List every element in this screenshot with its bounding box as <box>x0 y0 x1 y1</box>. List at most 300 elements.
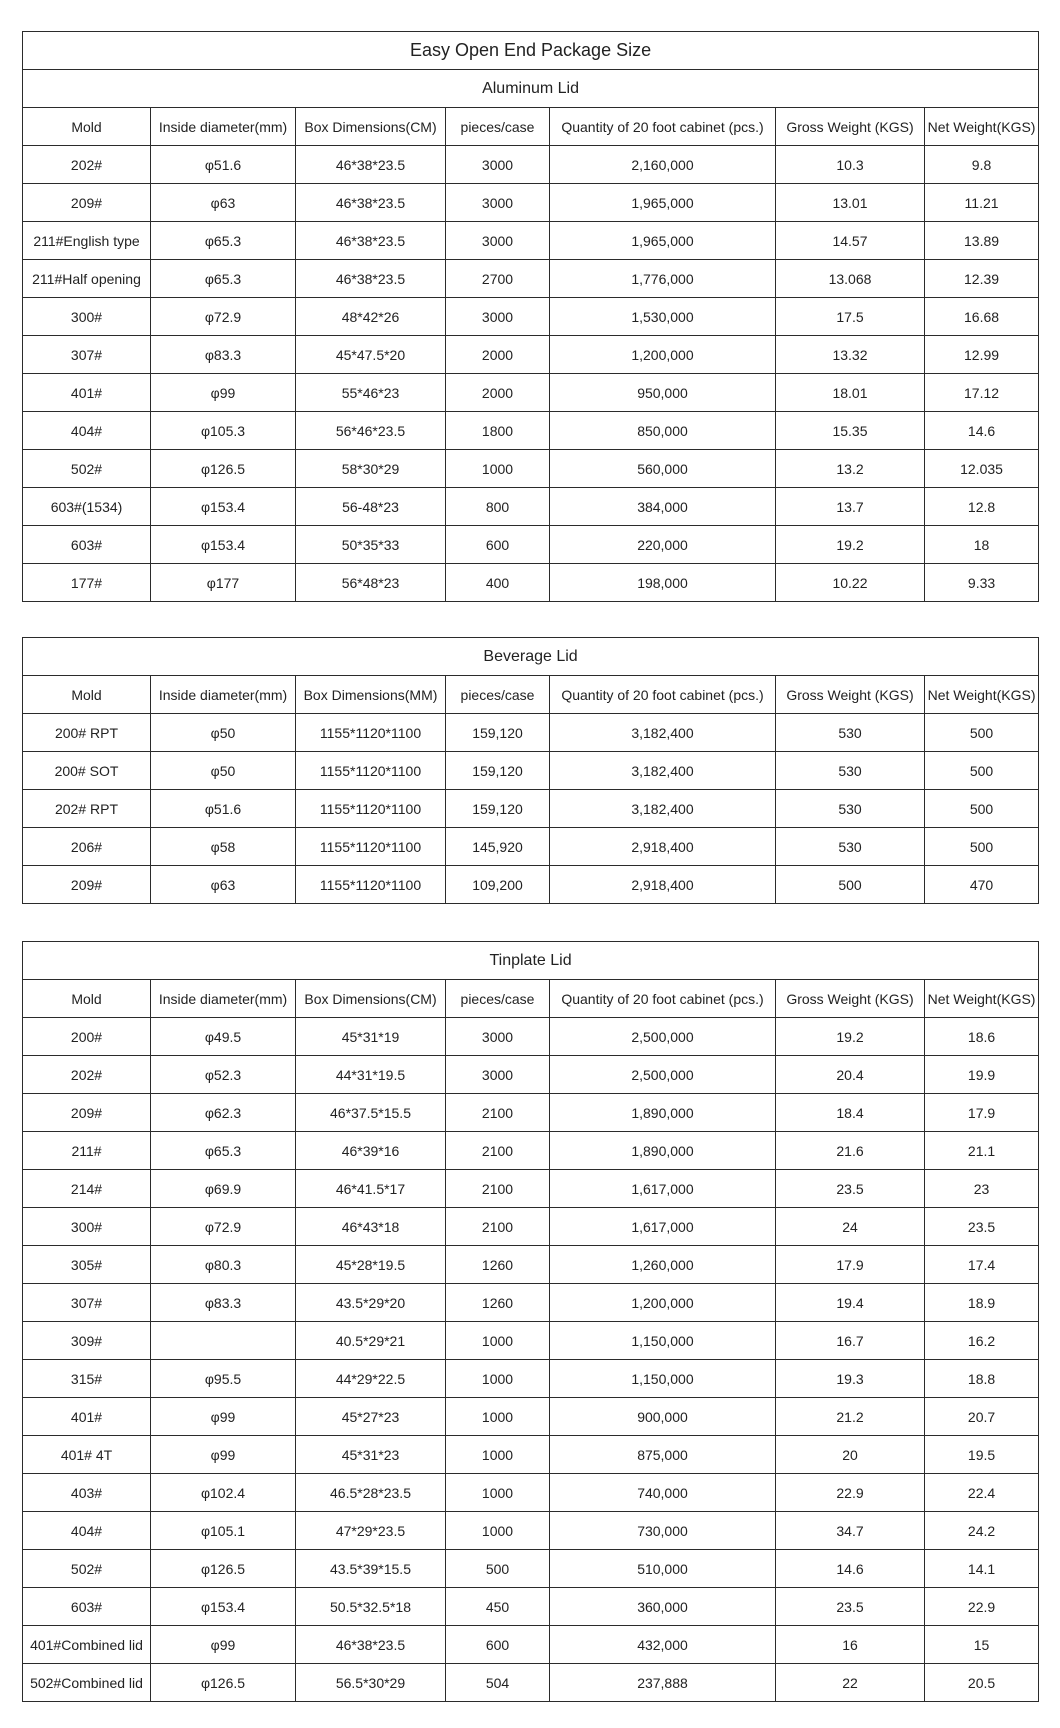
table-row <box>23 1588 1039 1626</box>
cell-pieces-per-case: 400 <box>446 564 550 602</box>
cell-mold: 404# <box>23 412 151 450</box>
cell-gross-weight: 17.9 <box>776 1246 925 1284</box>
cell-mold: 305# <box>23 1246 151 1284</box>
column-header-gross-weight: Gross Weight (KGS) <box>776 676 925 714</box>
cell-box-dimensions: 46*38*23.5 <box>296 260 446 298</box>
cell-pieces-per-case: 159,120 <box>446 752 550 790</box>
cell-inside-diameter: φ63 <box>151 184 296 222</box>
cell-pieces-per-case: 145,920 <box>446 828 550 866</box>
cell-cabinet-quantity: 875,000 <box>550 1436 776 1474</box>
cell-net-weight: 12.035 <box>925 450 1039 488</box>
cell-cabinet-quantity: 730,000 <box>550 1512 776 1550</box>
cell-gross-weight: 530 <box>776 790 925 828</box>
cell-net-weight: 12.99 <box>925 336 1039 374</box>
cell-inside-diameter: φ99 <box>151 1626 296 1664</box>
cell-net-weight: 17.4 <box>925 1246 1039 1284</box>
cell-pieces-per-case: 1000 <box>446 1474 550 1512</box>
cell-net-weight: 500 <box>925 790 1039 828</box>
cell-pieces-per-case: 1000 <box>446 1436 550 1474</box>
cell-gross-weight: 10.22 <box>776 564 925 602</box>
table-row <box>23 1512 1039 1550</box>
table-row <box>23 1246 1039 1284</box>
cell-pieces-per-case: 2100 <box>446 1170 550 1208</box>
cell-mold: 202# RPT <box>23 790 151 828</box>
cell-inside-diameter: φ99 <box>151 1436 296 1474</box>
cell-inside-diameter: φ65.3 <box>151 260 296 298</box>
cell-pieces-per-case: 2700 <box>446 260 550 298</box>
cell-mold: 309# <box>23 1322 151 1360</box>
cell-gross-weight: 13.32 <box>776 336 925 374</box>
cell-cabinet-quantity: 220,000 <box>550 526 776 564</box>
cell-inside-diameter: φ65.3 <box>151 222 296 260</box>
cell-cabinet-quantity: 2,918,400 <box>550 866 776 904</box>
section-title: Aluminum Lid <box>23 70 1039 108</box>
table-row <box>23 374 1039 412</box>
cell-inside-diameter: φ153.4 <box>151 526 296 564</box>
cell-mold: 209# <box>23 866 151 904</box>
cell-pieces-per-case: 800 <box>446 488 550 526</box>
table-row <box>23 828 1039 866</box>
cell-cabinet-quantity: 1,965,000 <box>550 184 776 222</box>
cell-net-weight: 9.8 <box>925 146 1039 184</box>
column-header-pieces-per-case: pieces/case <box>446 980 550 1018</box>
table-row <box>23 752 1039 790</box>
cell-cabinet-quantity: 2,918,400 <box>550 828 776 866</box>
cell-inside-diameter: φ50 <box>151 714 296 752</box>
cell-cabinet-quantity: 1,200,000 <box>550 336 776 374</box>
cell-gross-weight: 13.7 <box>776 488 925 526</box>
cell-net-weight: 22.9 <box>925 1588 1039 1626</box>
cell-pieces-per-case: 2100 <box>446 1208 550 1246</box>
cell-mold: 202# <box>23 146 151 184</box>
cell-net-weight: 23.5 <box>925 1208 1039 1246</box>
cell-inside-diameter: φ153.4 <box>151 1588 296 1626</box>
cell-net-weight: 9.33 <box>925 564 1039 602</box>
section-title: Beverage Lid <box>23 638 1039 676</box>
cell-cabinet-quantity: 900,000 <box>550 1398 776 1436</box>
cell-net-weight: 17.12 <box>925 374 1039 412</box>
table-row <box>23 1094 1039 1132</box>
cell-gross-weight: 13.068 <box>776 260 925 298</box>
cell-gross-weight: 13.01 <box>776 184 925 222</box>
cell-net-weight: 11.21 <box>925 184 1039 222</box>
cell-net-weight: 18.9 <box>925 1284 1039 1322</box>
cell-gross-weight: 16 <box>776 1626 925 1664</box>
cell-inside-diameter: φ80.3 <box>151 1246 296 1284</box>
table-row <box>23 1474 1039 1512</box>
cell-gross-weight: 500 <box>776 866 925 904</box>
cell-net-weight: 14.1 <box>925 1550 1039 1588</box>
section-title-row <box>23 638 1039 676</box>
cell-mold: 200# SOT <box>23 752 151 790</box>
cell-gross-weight: 10.3 <box>776 146 925 184</box>
cell-cabinet-quantity: 510,000 <box>550 1550 776 1588</box>
cell-inside-diameter: φ51.6 <box>151 790 296 828</box>
cell-box-dimensions: 1155*1120*1100 <box>296 790 446 828</box>
cell-mold: 404# <box>23 1512 151 1550</box>
column-header-mold: Mold <box>23 676 151 714</box>
cell-box-dimensions: 46*38*23.5 <box>296 222 446 260</box>
cell-mold: 200# RPT <box>23 714 151 752</box>
cell-cabinet-quantity: 950,000 <box>550 374 776 412</box>
cell-mold: 502# <box>23 1550 151 1588</box>
cell-box-dimensions: 1155*1120*1100 <box>296 752 446 790</box>
cell-cabinet-quantity: 1,776,000 <box>550 260 776 298</box>
cell-box-dimensions: 47*29*23.5 <box>296 1512 446 1550</box>
cell-inside-diameter: φ50 <box>151 752 296 790</box>
cell-box-dimensions: 43.5*29*20 <box>296 1284 446 1322</box>
page-title: Easy Open End Package Size <box>23 32 1039 70</box>
cell-net-weight: 16.2 <box>925 1322 1039 1360</box>
cell-pieces-per-case: 500 <box>446 1550 550 1588</box>
cell-gross-weight: 20 <box>776 1436 925 1474</box>
cell-cabinet-quantity: 1,890,000 <box>550 1132 776 1170</box>
cell-box-dimensions: 46*39*16 <box>296 1132 446 1170</box>
cell-pieces-per-case: 3000 <box>446 1018 550 1056</box>
cell-cabinet-quantity: 1,260,000 <box>550 1246 776 1284</box>
cell-cabinet-quantity: 237,888 <box>550 1664 776 1702</box>
cell-box-dimensions: 46*38*23.5 <box>296 1626 446 1664</box>
cell-box-dimensions: 44*29*22.5 <box>296 1360 446 1398</box>
cell-net-weight: 20.7 <box>925 1398 1039 1436</box>
column-header-gross-weight: Gross Weight (KGS) <box>776 980 925 1018</box>
cell-cabinet-quantity: 432,000 <box>550 1626 776 1664</box>
table-row <box>23 146 1039 184</box>
table-row <box>23 1360 1039 1398</box>
cell-net-weight: 18.6 <box>925 1018 1039 1056</box>
cell-box-dimensions: 50.5*32.5*18 <box>296 1588 446 1626</box>
cell-box-dimensions: 56*46*23.5 <box>296 412 446 450</box>
cell-net-weight: 14.6 <box>925 412 1039 450</box>
cell-mold: 209# <box>23 184 151 222</box>
cell-inside-diameter: φ52.3 <box>151 1056 296 1094</box>
cell-net-weight: 23 <box>925 1170 1039 1208</box>
cell-net-weight: 18 <box>925 526 1039 564</box>
cell-pieces-per-case: 1000 <box>446 1512 550 1550</box>
cell-box-dimensions: 1155*1120*1100 <box>296 866 446 904</box>
table-row <box>23 526 1039 564</box>
column-header-gross-weight: Gross Weight (KGS) <box>776 108 925 146</box>
cell-net-weight: 24.2 <box>925 1512 1039 1550</box>
column-header-net-weight: Net Weight(KGS) <box>925 108 1039 146</box>
cell-box-dimensions: 46.5*28*23.5 <box>296 1474 446 1512</box>
tinplate-lid-table <box>22 941 1039 1702</box>
cell-net-weight: 19.5 <box>925 1436 1039 1474</box>
header-row <box>23 108 1039 146</box>
cell-net-weight: 16.68 <box>925 298 1039 336</box>
cell-mold: 401#Combined lid <box>23 1626 151 1664</box>
cell-mold: 307# <box>23 1284 151 1322</box>
cell-cabinet-quantity: 384,000 <box>550 488 776 526</box>
header-row <box>23 980 1039 1018</box>
cell-inside-diameter: φ99 <box>151 374 296 412</box>
cell-mold: 401# <box>23 1398 151 1436</box>
table-row <box>23 714 1039 752</box>
cell-cabinet-quantity: 560,000 <box>550 450 776 488</box>
cell-mold: 206# <box>23 828 151 866</box>
cell-gross-weight: 17.5 <box>776 298 925 336</box>
cell-inside-diameter: φ95.5 <box>151 1360 296 1398</box>
cell-mold: 300# <box>23 1208 151 1246</box>
cell-gross-weight: 13.2 <box>776 450 925 488</box>
cell-gross-weight: 19.4 <box>776 1284 925 1322</box>
cell-inside-diameter: φ99 <box>151 1398 296 1436</box>
table-row <box>23 1398 1039 1436</box>
table-row <box>23 222 1039 260</box>
section-title: Tinplate Lid <box>23 942 1039 980</box>
cell-mold: 177# <box>23 564 151 602</box>
cell-gross-weight: 23.5 <box>776 1588 925 1626</box>
cell-pieces-per-case: 600 <box>446 526 550 564</box>
cell-pieces-per-case: 3000 <box>446 146 550 184</box>
table-row <box>23 298 1039 336</box>
cell-inside-diameter: φ65.3 <box>151 1132 296 1170</box>
cell-box-dimensions: 55*46*23 <box>296 374 446 412</box>
table-row <box>23 260 1039 298</box>
cell-net-weight: 22.4 <box>925 1474 1039 1512</box>
cell-gross-weight: 21.2 <box>776 1398 925 1436</box>
cell-pieces-per-case: 2100 <box>446 1094 550 1132</box>
cell-gross-weight: 20.4 <box>776 1056 925 1094</box>
column-header-cabinet-quantity: Quantity of 20 foot cabinet (pcs.) <box>550 676 776 714</box>
cell-box-dimensions: 46*38*23.5 <box>296 146 446 184</box>
cell-inside-diameter: φ126.5 <box>151 1550 296 1588</box>
table-row <box>23 1208 1039 1246</box>
cell-inside-diameter <box>151 1322 296 1360</box>
cell-pieces-per-case: 1260 <box>446 1284 550 1322</box>
column-header-net-weight: Net Weight(KGS) <box>925 980 1039 1018</box>
cell-net-weight: 500 <box>925 752 1039 790</box>
cell-pieces-per-case: 1260 <box>446 1246 550 1284</box>
cell-net-weight: 500 <box>925 714 1039 752</box>
cell-net-weight: 21.1 <box>925 1132 1039 1170</box>
cell-box-dimensions: 45*28*19.5 <box>296 1246 446 1284</box>
cell-gross-weight: 21.6 <box>776 1132 925 1170</box>
cell-inside-diameter: φ62.3 <box>151 1094 296 1132</box>
column-header-inside-diameter: Inside diameter(mm) <box>151 980 296 1018</box>
cell-inside-diameter: φ105.1 <box>151 1512 296 1550</box>
section-title-row <box>23 942 1039 980</box>
cell-net-weight: 19.9 <box>925 1056 1039 1094</box>
cell-cabinet-quantity: 3,182,400 <box>550 752 776 790</box>
cell-cabinet-quantity: 2,160,000 <box>550 146 776 184</box>
cell-mold: 401# <box>23 374 151 412</box>
cell-inside-diameter: φ51.6 <box>151 146 296 184</box>
cell-gross-weight: 14.6 <box>776 1550 925 1588</box>
cell-net-weight: 13.89 <box>925 222 1039 260</box>
cell-net-weight: 18.8 <box>925 1360 1039 1398</box>
cell-cabinet-quantity: 2,500,000 <box>550 1056 776 1094</box>
table-row <box>23 1664 1039 1702</box>
table-row <box>23 184 1039 222</box>
cell-box-dimensions: 44*31*19.5 <box>296 1056 446 1094</box>
section-title-row <box>23 70 1039 108</box>
cell-inside-diameter: φ177 <box>151 564 296 602</box>
cell-net-weight: 12.39 <box>925 260 1039 298</box>
cell-pieces-per-case: 2100 <box>446 1132 550 1170</box>
cell-cabinet-quantity: 360,000 <box>550 1588 776 1626</box>
cell-mold: 202# <box>23 1056 151 1094</box>
cell-cabinet-quantity: 1,965,000 <box>550 222 776 260</box>
cell-mold: 603# <box>23 526 151 564</box>
cell-gross-weight: 18.01 <box>776 374 925 412</box>
cell-mold: 315# <box>23 1360 151 1398</box>
cell-pieces-per-case: 1800 <box>446 412 550 450</box>
cell-box-dimensions: 45*27*23 <box>296 1398 446 1436</box>
column-header-mold: Mold <box>23 980 151 1018</box>
cell-gross-weight: 15.35 <box>776 412 925 450</box>
cell-inside-diameter: φ126.5 <box>151 1664 296 1702</box>
cell-inside-diameter: φ69.9 <box>151 1170 296 1208</box>
cell-box-dimensions: 1155*1120*1100 <box>296 714 446 752</box>
cell-pieces-per-case: 1000 <box>446 450 550 488</box>
cell-pieces-per-case: 159,120 <box>446 714 550 752</box>
cell-box-dimensions: 48*42*26 <box>296 298 446 336</box>
cell-box-dimensions: 46*41.5*17 <box>296 1170 446 1208</box>
cell-cabinet-quantity: 740,000 <box>550 1474 776 1512</box>
cell-gross-weight: 530 <box>776 828 925 866</box>
cell-inside-diameter: φ83.3 <box>151 336 296 374</box>
cell-cabinet-quantity: 198,000 <box>550 564 776 602</box>
cell-inside-diameter: φ153.4 <box>151 488 296 526</box>
cell-box-dimensions: 45*47.5*20 <box>296 336 446 374</box>
cell-gross-weight: 22.9 <box>776 1474 925 1512</box>
cell-box-dimensions: 40.5*29*21 <box>296 1322 446 1360</box>
cell-mold: 211# <box>23 1132 151 1170</box>
cell-cabinet-quantity: 850,000 <box>550 412 776 450</box>
cell-gross-weight: 14.57 <box>776 222 925 260</box>
cell-box-dimensions: 56*48*23 <box>296 564 446 602</box>
column-header-box-dimensions: Box Dimensions(MM) <box>296 676 446 714</box>
cell-cabinet-quantity: 1,530,000 <box>550 298 776 336</box>
cell-box-dimensions: 56.5*30*29 <box>296 1664 446 1702</box>
cell-cabinet-quantity: 1,150,000 <box>550 1360 776 1398</box>
cell-mold: 502#Combined lid <box>23 1664 151 1702</box>
cell-box-dimensions: 46*38*23.5 <box>296 184 446 222</box>
cell-gross-weight: 19.2 <box>776 526 925 564</box>
cell-mold: 300# <box>23 298 151 336</box>
column-header-box-dimensions: Box Dimensions(CM) <box>296 108 446 146</box>
cell-net-weight: 470 <box>925 866 1039 904</box>
cell-gross-weight: 530 <box>776 714 925 752</box>
cell-mold: 603# <box>23 1588 151 1626</box>
table-row <box>23 488 1039 526</box>
cell-box-dimensions: 45*31*23 <box>296 1436 446 1474</box>
cell-pieces-per-case: 109,200 <box>446 866 550 904</box>
cell-pieces-per-case: 3000 <box>446 1056 550 1094</box>
header-row <box>23 676 1039 714</box>
cell-gross-weight: 18.4 <box>776 1094 925 1132</box>
cell-cabinet-quantity: 3,182,400 <box>550 714 776 752</box>
column-header-net-weight: Net Weight(KGS) <box>925 676 1039 714</box>
cell-pieces-per-case: 2000 <box>446 374 550 412</box>
column-header-pieces-per-case: pieces/case <box>446 676 550 714</box>
cell-gross-weight: 16.7 <box>776 1322 925 1360</box>
table-row <box>23 1436 1039 1474</box>
aluminum-lid-table <box>22 31 1039 602</box>
cell-cabinet-quantity: 1,617,000 <box>550 1170 776 1208</box>
table-row <box>23 1132 1039 1170</box>
column-header-pieces-per-case: pieces/case <box>446 108 550 146</box>
table-row <box>23 1284 1039 1322</box>
column-header-mold: Mold <box>23 108 151 146</box>
cell-inside-diameter: φ58 <box>151 828 296 866</box>
cell-mold: 307# <box>23 336 151 374</box>
column-header-inside-diameter: Inside diameter(mm) <box>151 676 296 714</box>
cell-cabinet-quantity: 1,617,000 <box>550 1208 776 1246</box>
cell-pieces-per-case: 3000 <box>446 222 550 260</box>
beverage-lid-table <box>22 637 1039 904</box>
cell-inside-diameter: φ49.5 <box>151 1018 296 1056</box>
cell-gross-weight: 19.3 <box>776 1360 925 1398</box>
cell-net-weight: 15 <box>925 1626 1039 1664</box>
cell-cabinet-quantity: 2,500,000 <box>550 1018 776 1056</box>
cell-box-dimensions: 56-48*23 <box>296 488 446 526</box>
cell-mold: 502# <box>23 450 151 488</box>
column-header-cabinet-quantity: Quantity of 20 foot cabinet (pcs.) <box>550 108 776 146</box>
cell-pieces-per-case: 3000 <box>446 184 550 222</box>
cell-pieces-per-case: 600 <box>446 1626 550 1664</box>
cell-gross-weight: 23.5 <box>776 1170 925 1208</box>
table-row <box>23 564 1039 602</box>
cell-inside-diameter: φ72.9 <box>151 1208 296 1246</box>
cell-inside-diameter: φ63 <box>151 866 296 904</box>
table-row <box>23 1018 1039 1056</box>
cell-inside-diameter: φ126.5 <box>151 450 296 488</box>
cell-mold: 214# <box>23 1170 151 1208</box>
cell-box-dimensions: 1155*1120*1100 <box>296 828 446 866</box>
cell-net-weight: 20.5 <box>925 1664 1039 1702</box>
table-row <box>23 1056 1039 1094</box>
cell-gross-weight: 22 <box>776 1664 925 1702</box>
table-row <box>23 1550 1039 1588</box>
cell-net-weight: 17.9 <box>925 1094 1039 1132</box>
cell-inside-diameter: φ105.3 <box>151 412 296 450</box>
cell-inside-diameter: φ72.9 <box>151 298 296 336</box>
column-header-inside-diameter: Inside diameter(mm) <box>151 108 296 146</box>
cell-pieces-per-case: 2000 <box>446 336 550 374</box>
cell-cabinet-quantity: 1,200,000 <box>550 1284 776 1322</box>
cell-pieces-per-case: 3000 <box>446 298 550 336</box>
cell-mold: 401# 4T <box>23 1436 151 1474</box>
cell-pieces-per-case: 1000 <box>446 1360 550 1398</box>
cell-cabinet-quantity: 1,890,000 <box>550 1094 776 1132</box>
cell-mold: 211#English type <box>23 222 151 260</box>
cell-pieces-per-case: 450 <box>446 1588 550 1626</box>
cell-gross-weight: 24 <box>776 1208 925 1246</box>
cell-cabinet-quantity: 1,150,000 <box>550 1322 776 1360</box>
cell-box-dimensions: 46*43*18 <box>296 1208 446 1246</box>
cell-box-dimensions: 46*37.5*15.5 <box>296 1094 446 1132</box>
table-row <box>23 412 1039 450</box>
column-header-cabinet-quantity: Quantity of 20 foot cabinet (pcs.) <box>550 980 776 1018</box>
table-row <box>23 450 1039 488</box>
cell-pieces-per-case: 1000 <box>446 1398 550 1436</box>
cell-mold: 403# <box>23 1474 151 1512</box>
cell-pieces-per-case: 159,120 <box>446 790 550 828</box>
table-row <box>23 1322 1039 1360</box>
cell-net-weight: 12.8 <box>925 488 1039 526</box>
table-row <box>23 1626 1039 1664</box>
table-row <box>23 790 1039 828</box>
cell-box-dimensions: 43.5*39*15.5 <box>296 1550 446 1588</box>
page-title-row <box>23 32 1039 70</box>
cell-box-dimensions: 45*31*19 <box>296 1018 446 1056</box>
cell-mold: 209# <box>23 1094 151 1132</box>
table-row <box>23 1170 1039 1208</box>
cell-pieces-per-case: 1000 <box>446 1322 550 1360</box>
cell-mold: 211#Half opening <box>23 260 151 298</box>
